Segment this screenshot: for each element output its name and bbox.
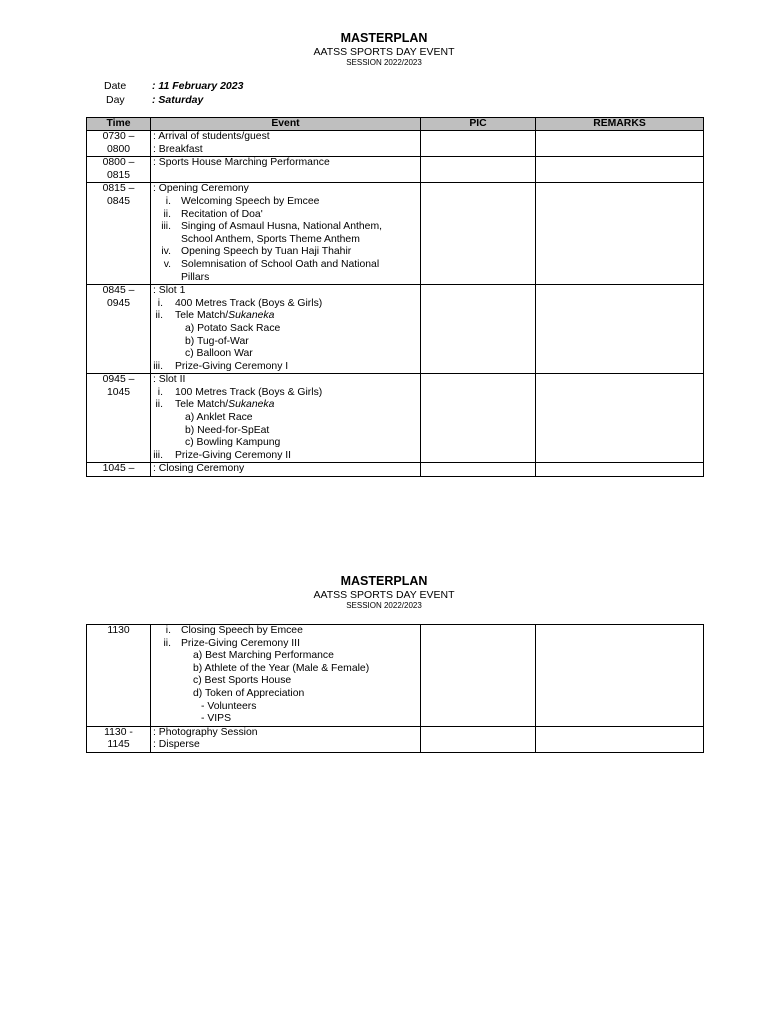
event-cell [151,374,421,463]
time-start: 1130 [107,625,130,636]
table-header-row [87,118,704,131]
pic-cell [421,726,536,752]
pic-cell [421,463,536,477]
header-pic: PIC [421,118,536,131]
list-item [153,625,418,638]
sub-item: b) Need-for-SpEat [185,424,270,436]
item-numeral: i. [165,195,171,207]
time-start: 0730 – [102,131,135,142]
item-numeral: i. [157,386,163,398]
page2-title: MASTERPLAN [340,574,428,588]
item-text-plain: Tele Match/ [175,399,229,411]
event-line: : Photography Session [153,726,258,738]
sub-item: d) Token of Appreciation [193,687,305,699]
item-text-cont: Pillars [181,271,210,283]
remarks-cell [536,625,704,727]
page2-subtitle: AATSS SPORTS DAY EVENT [313,589,455,601]
list-item [153,399,418,412]
item-numeral: iii. [161,221,171,233]
item-numeral: ii. [155,310,163,322]
time-cell [87,183,151,285]
item-numeral: i. [165,625,171,636]
item-numeral: iii. [153,449,163,461]
time-cell [87,463,151,477]
item-text: Welcoming Speech by Emcee [181,195,320,207]
day-value: : Saturday [152,93,204,106]
list-item [153,387,418,400]
table-row [87,726,704,752]
table-row [87,183,704,285]
sub-item: c) Bowling Kampung [185,437,281,449]
time-end: 0815 [106,169,131,181]
list-item [153,361,418,374]
item-text-line: Solemnisation of School Oath and National [181,258,380,270]
remarks-cell [536,374,704,463]
remarks-cell [536,183,704,285]
event-cell [151,463,421,477]
header-remarks: REMARKS [536,118,704,131]
schedule-table-page2 [86,624,704,753]
page1-header [0,31,768,68]
pic-cell [421,157,536,183]
table-row [87,285,704,374]
list-item [153,209,418,222]
item-numeral: iv. [161,246,171,258]
time-start: 1045 – [102,463,135,475]
remarks-cell [536,285,704,374]
event-line: : Arrival of students/guest [153,131,270,142]
event-line: : Closing Ceremony [153,463,245,475]
sub-sub-item: - VIPS [201,713,232,725]
table-row [87,625,704,727]
event-cell [151,625,421,727]
item-text-italic: Sukaneka [228,310,275,322]
time-end: 0945 [106,297,131,309]
list-item [153,196,418,209]
schedule-table-page1 [86,117,704,477]
event-heading: : Slot 1 [153,285,186,297]
time-start: 0945 – [102,374,135,386]
table-row [87,131,704,157]
list-item [153,221,418,246]
item-text [175,310,418,323]
event-cell [151,285,421,374]
item-numeral: ii. [163,208,171,220]
event-cell [151,183,421,285]
item-text: Prize-Giving Ceremony I [175,360,289,372]
item-text-italic: Sukaneka [228,399,275,411]
event-cell [151,726,421,752]
pic-cell [421,285,536,374]
item-text: 400 Metres Track (Boys & Girls) [175,297,323,309]
list-item [153,450,418,463]
pic-cell [421,131,536,157]
sub-item: c) Balloon War [185,348,253,360]
time-start: 0800 – [102,157,135,169]
header-event: Event [151,118,421,131]
date-row [104,80,243,94]
sub-sub-item: - Volunteers [201,700,257,712]
sub-item: a) Potato Sack Race [185,322,281,334]
event-line: : Disperse [153,739,200,751]
item-numeral: ii. [163,637,171,649]
remarks-cell [536,726,704,752]
pic-cell [421,374,536,463]
item-text: Prize-Giving Ceremony III [181,637,300,649]
item-numeral: iii. [153,360,163,372]
sub-item: b) Athlete of the Year (Male & Female) [193,662,370,674]
item-text: Closing Speech by Emcee [181,625,303,636]
time-cell [87,726,151,752]
time-end: 0800 [106,143,131,155]
table-row [87,463,704,477]
event-meta [104,80,243,107]
time-start: 1130 - [104,726,133,738]
date-label: Date [104,80,127,92]
item-text: Opening Speech by Tuan Haji Thahir [181,246,352,258]
item-text-plain: Tele Match/ [175,310,229,322]
event-cell [151,157,421,183]
event-line: : Sports House Marching Performance [153,157,330,169]
sub-item: b) Tug-of-War [185,335,249,347]
item-numeral: v. [163,258,171,270]
event-line: : Breakfast [153,143,203,155]
sub-item: a) Anklet Race [185,412,253,424]
item-text [181,221,418,246]
pic-cell [421,625,536,727]
page2-session: SESSION 2022/2023 [346,601,422,610]
list-item [153,310,418,323]
item-text: Recitation of Doa' [181,208,263,220]
item-text: Prize-Giving Ceremony II [175,449,292,461]
day-label: Day [106,93,125,106]
event-cell [151,131,421,157]
list-item [153,246,418,259]
page1-session: SESSION 2022/2023 [346,58,422,67]
header-time: Time [87,118,151,131]
item-text [175,399,418,412]
table-row [87,157,704,183]
event-heading: : Opening Ceremony [153,183,249,195]
remarks-cell [536,157,704,183]
time-end: 1045 [106,386,131,398]
list-item [153,298,418,311]
page2-header [0,574,768,611]
time-cell [87,625,151,727]
item-numeral: ii. [155,399,163,411]
item-text-cont: School Anthem, Sports Theme Anthem [181,233,360,245]
time-cell [87,157,151,183]
table-row [87,374,704,463]
day-row [104,94,243,108]
list-item [153,259,418,284]
time-cell [87,285,151,374]
page1-subtitle: AATSS SPORTS DAY EVENT [313,46,455,58]
sub-item: c) Best Sports House [193,675,292,687]
time-end: 1145 [107,739,130,751]
page1-title: MASTERPLAN [340,31,428,45]
item-text [181,259,418,284]
item-text-line: Singing of Asmaul Husna, National Anthem, [181,221,383,233]
date-value: : 11 February 2023 [152,80,244,92]
time-start: 0815 – [102,183,135,195]
pic-cell [421,183,536,285]
item-text: 100 Metres Track (Boys & Girls) [175,386,323,398]
event-heading: : Slot II [153,374,186,386]
time-end: 0845 [106,195,131,207]
item-numeral: i. [157,297,163,309]
time-cell [87,131,151,157]
time-start: 0845 – [102,285,135,297]
sub-item: a) Best Marching Performance [193,650,334,662]
remarks-cell [536,463,704,477]
list-item [153,638,418,651]
remarks-cell [536,131,704,157]
time-cell [87,374,151,463]
